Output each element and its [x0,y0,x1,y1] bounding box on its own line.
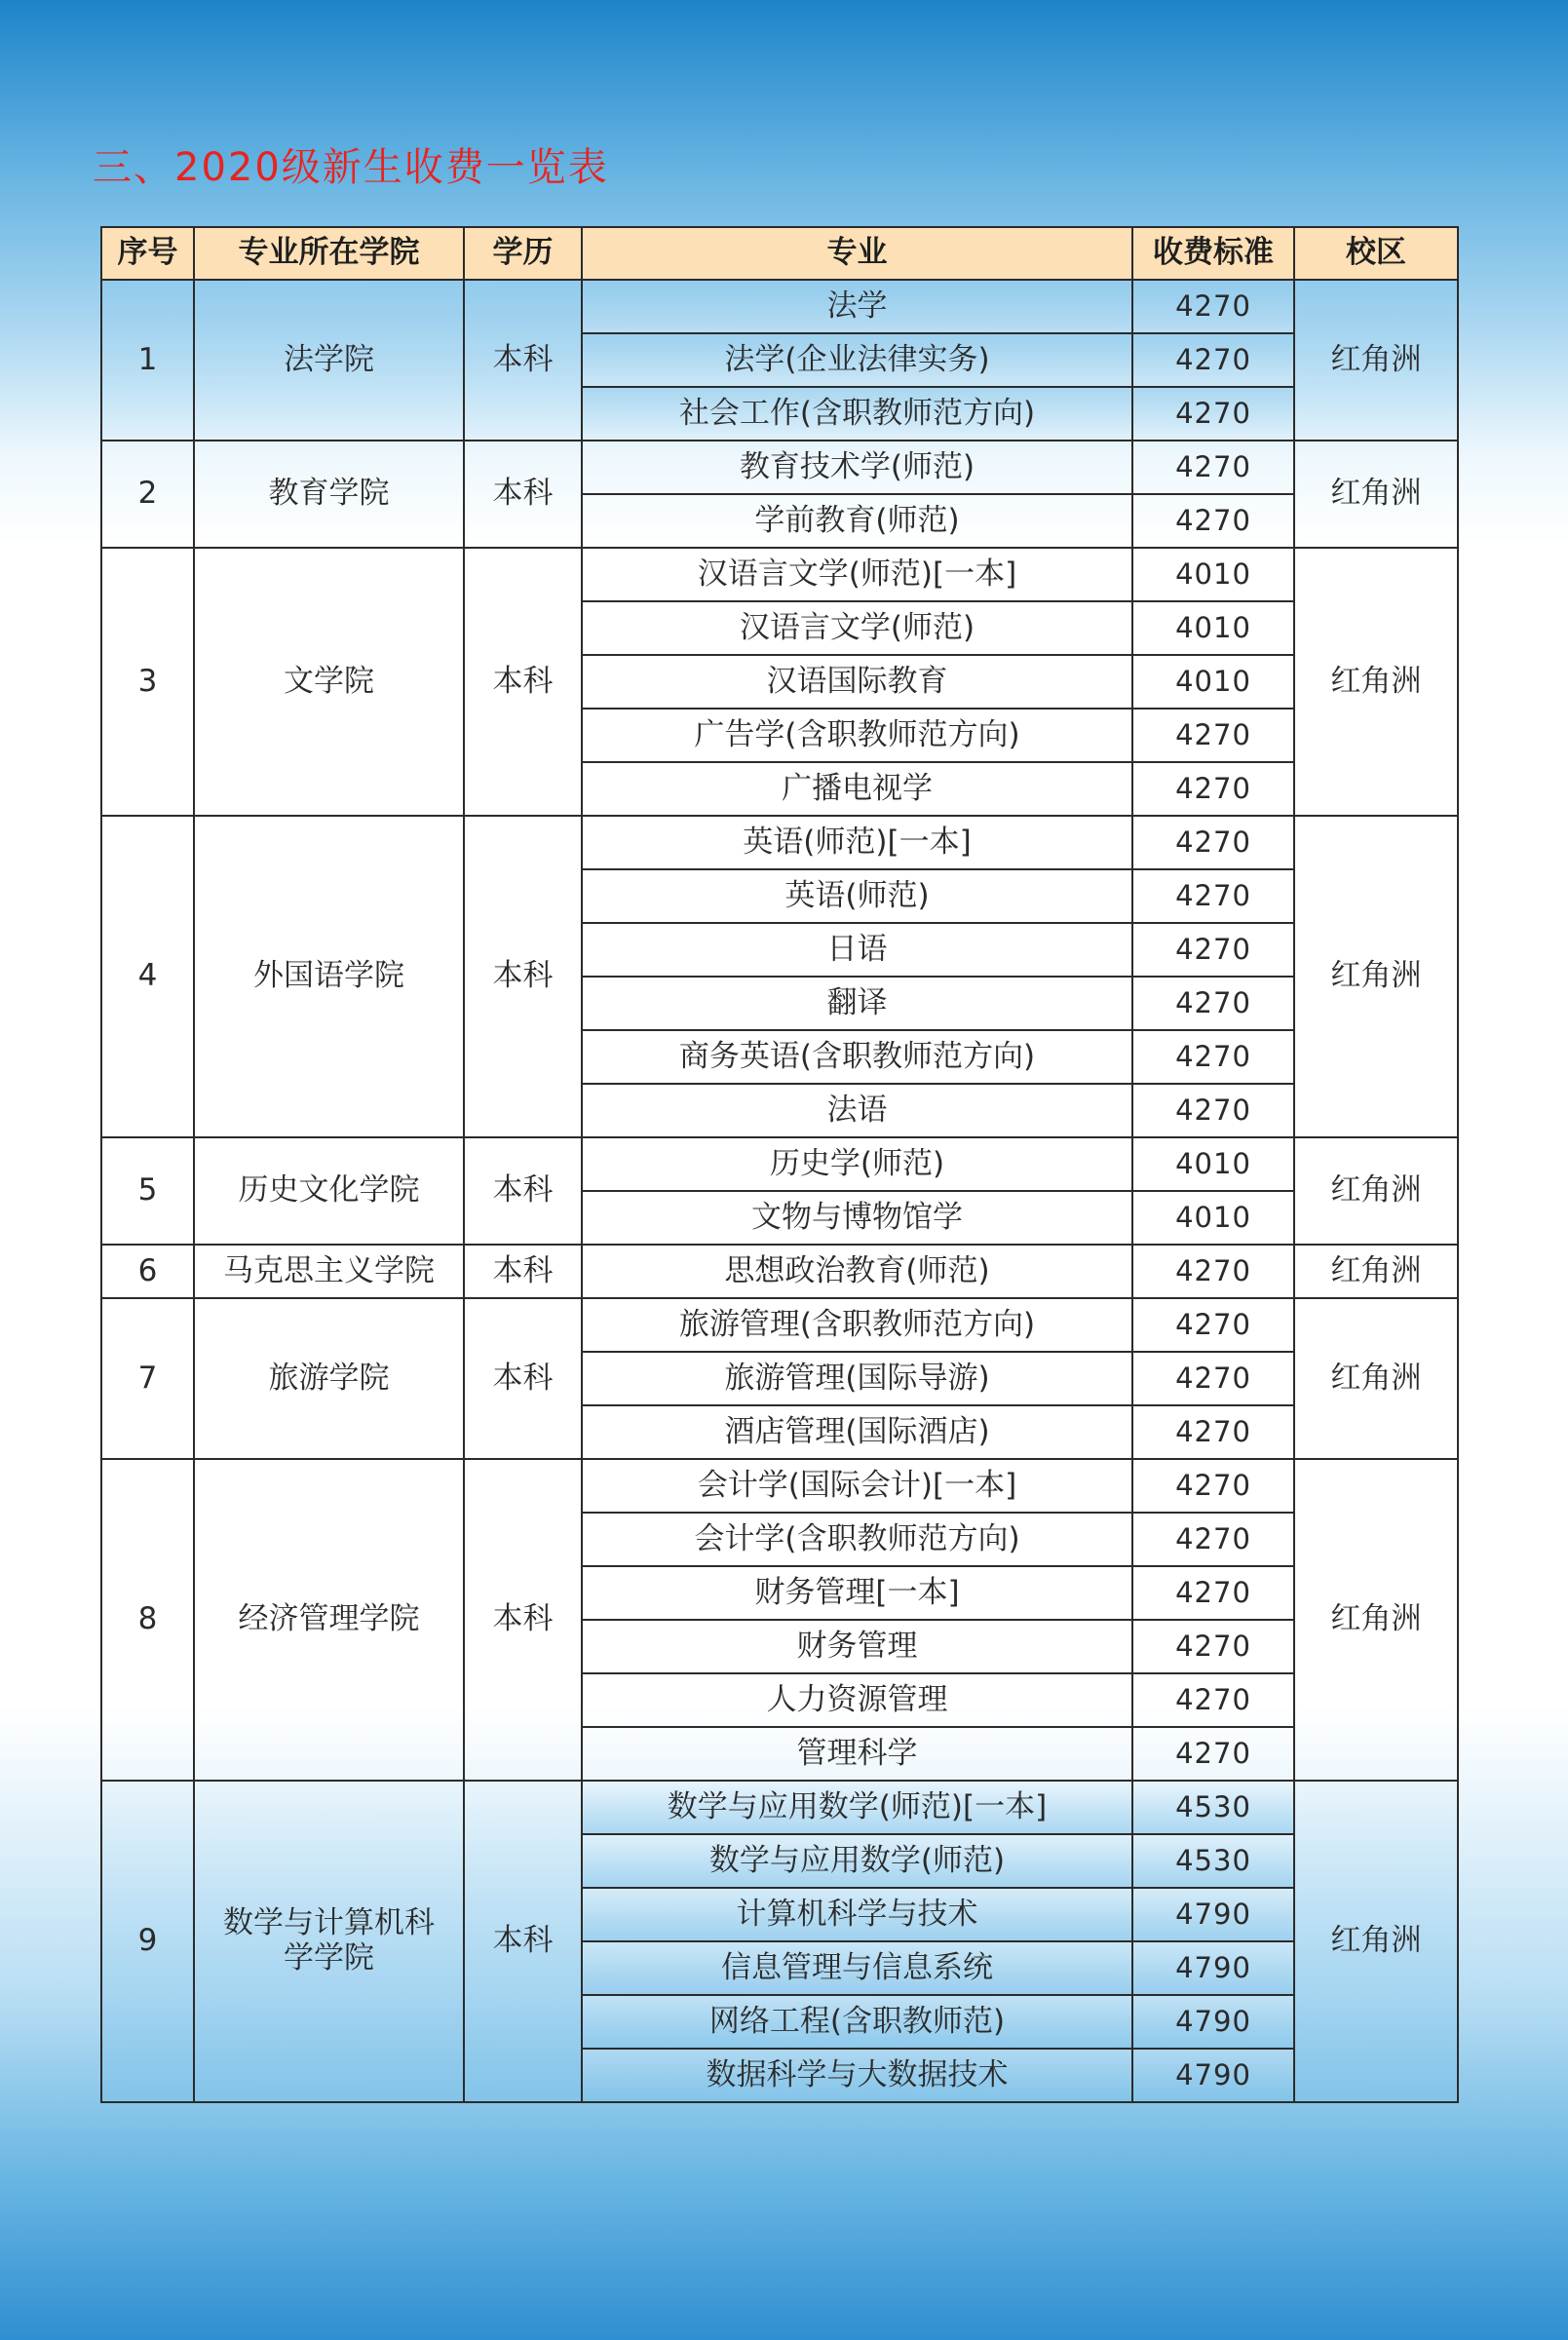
college-cell: 旅游学院 [194,1298,464,1459]
seq-cell: 2 [101,441,194,548]
fee-cell: 4270 [1132,1084,1294,1137]
campus-cell: 红角洲 [1294,280,1458,441]
major-cell: 汉语国际教育 [582,655,1132,709]
degree-cell: 本科 [464,1459,582,1781]
major-cell: 会计学(含职教师范方向) [582,1513,1132,1566]
seq-cell: 3 [101,548,194,816]
major-cell: 教育技术学(师范) [582,441,1132,494]
fee-cell: 4270 [1132,1405,1294,1459]
fee-cell: 4010 [1132,548,1294,601]
header-degree: 学历 [464,227,582,280]
major-cell: 计算机科学与技术 [582,1888,1132,1941]
campus-cell: 红角洲 [1294,548,1458,816]
major-cell: 历史学(师范) [582,1137,1132,1191]
table-row [101,1245,1458,1298]
major-cell: 思想政治教育(师范) [582,1245,1132,1298]
header-college: 专业所在学院 [194,227,464,280]
major-cell: 信息管理与信息系统 [582,1941,1132,1995]
fee-cell: 4270 [1132,333,1294,387]
table-row [101,1298,1458,1352]
degree-cell: 本科 [464,441,582,548]
fee-cell: 4270 [1132,1352,1294,1405]
seq-cell: 5 [101,1137,194,1245]
major-cell: 汉语言文学(师范) [582,601,1132,655]
header-fee: 收费标准 [1132,227,1294,280]
college-group [101,548,1458,816]
major-cell: 汉语言文学(师范)[一本] [582,548,1132,601]
major-cell: 日语 [582,923,1132,977]
table-row [101,548,1458,601]
degree-cell: 本科 [464,1781,582,2102]
fee-cell: 4530 [1132,1781,1294,1834]
fee-cell: 4790 [1132,1888,1294,1941]
college-cell: 教育学院 [194,441,464,548]
fee-cell: 4270 [1132,1513,1294,1566]
major-cell: 财务管理[一本] [582,1566,1132,1620]
college-group [101,280,1458,441]
major-cell: 文物与博物馆学 [582,1191,1132,1245]
degree-cell: 本科 [464,1298,582,1459]
fee-cell: 4270 [1132,1298,1294,1352]
table-row [101,1781,1458,1834]
college-cell: 法学院 [194,280,464,441]
major-cell: 酒店管理(国际酒店) [582,1405,1132,1459]
table-row [101,441,1458,494]
major-cell: 广告学(含职教师范方向) [582,709,1132,762]
college-group [101,1137,1458,1245]
campus-cell: 红角洲 [1294,1245,1458,1298]
fee-cell: 4270 [1132,1566,1294,1620]
major-cell: 翻译 [582,977,1132,1030]
fee-cell: 4270 [1132,441,1294,494]
fee-cell: 4270 [1132,977,1294,1030]
major-cell: 广播电视学 [582,762,1132,816]
fee-cell: 4270 [1132,762,1294,816]
seq-cell: 6 [101,1245,194,1298]
header-campus: 校区 [1294,227,1458,280]
major-cell: 数据科学与大数据技术 [582,2049,1132,2102]
campus-cell: 红角洲 [1294,1781,1458,2102]
college-group [101,1781,1458,2102]
major-cell: 数学与应用数学(师范)[一本] [582,1781,1132,1834]
degree-cell: 本科 [464,548,582,816]
major-cell: 数学与应用数学(师范) [582,1834,1132,1888]
college-cell: 马克思主义学院 [194,1245,464,1298]
fee-cell: 4270 [1132,1727,1294,1781]
major-cell: 管理科学 [582,1727,1132,1781]
college-group [101,1245,1458,1298]
college-group [101,1459,1458,1781]
major-cell: 英语(师范) [582,869,1132,923]
fee-table [100,226,1459,2103]
major-cell: 旅游管理(国际导游) [582,1352,1132,1405]
fee-cell: 4790 [1132,1995,1294,2049]
college-cell: 文学院 [194,548,464,816]
fee-cell: 4530 [1132,1834,1294,1888]
fee-cell: 4010 [1132,1137,1294,1191]
table-row [101,816,1458,869]
fee-cell: 4270 [1132,709,1294,762]
table-row [101,1137,1458,1191]
header-seq: 序号 [101,227,194,280]
campus-cell: 红角洲 [1294,816,1458,1137]
campus-cell: 红角洲 [1294,1459,1458,1781]
seq-cell: 4 [101,816,194,1137]
seq-cell: 8 [101,1459,194,1781]
college-group [101,1298,1458,1459]
fee-cell: 4270 [1132,1245,1294,1298]
campus-cell: 红角洲 [1294,1137,1458,1245]
fee-cell: 4270 [1132,494,1294,548]
fee-cell: 4790 [1132,2049,1294,2102]
header-row [101,227,1458,280]
major-cell: 商务英语(含职教师范方向) [582,1030,1132,1084]
fee-cell: 4270 [1132,1459,1294,1513]
major-cell: 学前教育(师范) [582,494,1132,548]
header-major: 专业 [582,227,1132,280]
major-cell: 法学(企业法律实务) [582,333,1132,387]
campus-cell: 红角洲 [1294,441,1458,548]
degree-cell: 本科 [464,1137,582,1245]
table-row [101,1459,1458,1513]
degree-cell: 本科 [464,816,582,1137]
fee-cell: 4010 [1132,601,1294,655]
major-cell: 人力资源管理 [582,1673,1132,1727]
college-group [101,441,1458,548]
college-cell: 经济管理学院 [194,1459,464,1781]
fee-cell: 4010 [1132,1191,1294,1245]
fee-cell: 4270 [1132,1620,1294,1673]
fee-cell: 4270 [1132,1030,1294,1084]
major-cell: 网络工程(含职教师范) [582,1995,1132,2049]
degree-cell: 本科 [464,280,582,441]
major-cell: 旅游管理(含职教师范方向) [582,1298,1132,1352]
page-title: 三、2020级新生收费一览表 [93,145,609,190]
campus-cell: 红角洲 [1294,1298,1458,1459]
fee-cell: 4270 [1132,816,1294,869]
fee-cell: 4270 [1132,280,1294,333]
college-cell: 数学与计算机科学学院 [194,1781,464,2102]
fee-cell: 4270 [1132,923,1294,977]
major-cell: 英语(师范)[一本] [582,816,1132,869]
fee-cell: 4270 [1132,869,1294,923]
fee-cell: 4270 [1132,1673,1294,1727]
seq-cell: 9 [101,1781,194,2102]
fee-cell: 4010 [1132,655,1294,709]
seq-cell: 7 [101,1298,194,1459]
major-cell: 法学 [582,280,1132,333]
table-row [101,280,1458,333]
major-cell: 会计学(国际会计)[一本] [582,1459,1132,1513]
seq-cell: 1 [101,280,194,441]
degree-cell: 本科 [464,1245,582,1298]
college-cell: 历史文化学院 [194,1137,464,1245]
major-cell: 社会工作(含职教师范方向) [582,387,1132,441]
college-cell: 外国语学院 [194,816,464,1137]
fee-cell: 4790 [1132,1941,1294,1995]
major-cell: 财务管理 [582,1620,1132,1673]
fee-cell: 4270 [1132,387,1294,441]
major-cell: 法语 [582,1084,1132,1137]
college-group [101,816,1458,1137]
